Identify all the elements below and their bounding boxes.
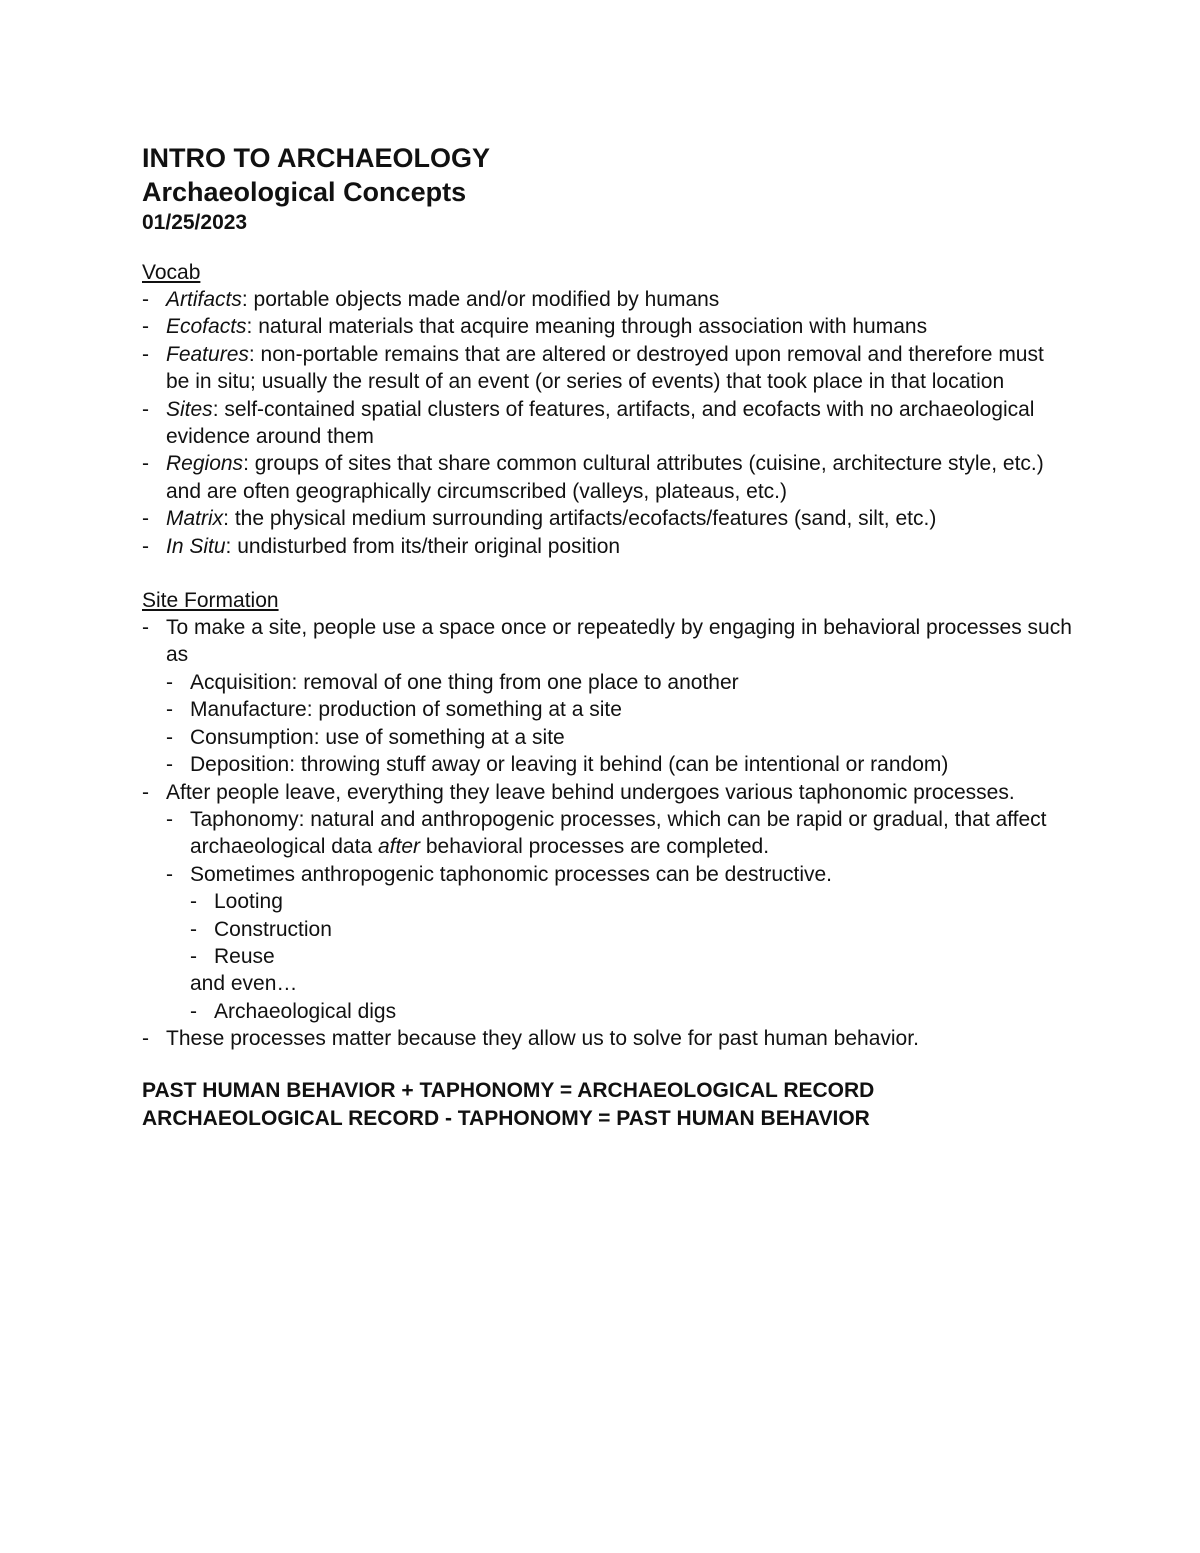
list-item	[166, 751, 1072, 778]
vocab-definition: : groups of sites that share common cultural attributes (cuisine, architecture style, etc.) and are often geographically circumscribed (valleys, plateaus, etc.)	[166, 452, 1044, 503]
vocab-definition: : non-portable remains that are altered or destroyed upon removal and therefore must be in situ; usually the result of an event (or series of events) that took place in that location	[166, 342, 1044, 394]
vocab-list	[142, 286, 1072, 560]
site-formation-text: These processes matter because they allow us to solve for past human behavior.	[166, 1027, 919, 1051]
bullet-dash: -	[142, 780, 149, 804]
emphasis-text: after	[377, 835, 420, 859]
site-formation-item	[142, 614, 1072, 778]
vocab-item-in-situ	[142, 533, 1072, 560]
bullet-dash: -	[190, 917, 197, 941]
vocab-definition: : natural materials that acquire meaning through association with humans	[246, 315, 928, 339]
list-item-text: Taphonomy: natural and anthropogenic processes, which can be rapid or gradual, that affect archaeological data	[190, 807, 1047, 859]
bullet-dash: -	[190, 999, 197, 1023]
taphonomy-list	[166, 806, 1072, 1025]
document-subtitle: Archaeological Concepts	[142, 177, 467, 207]
list-item	[190, 916, 1072, 943]
document-content	[142, 141, 1072, 1133]
vocab-term: Matrix	[166, 507, 224, 531]
vocab-term: In Situ	[166, 534, 226, 558]
bullet-dash: -	[142, 288, 149, 311]
site-formation-item	[142, 1025, 1072, 1052]
equation-line-1: PAST HUMAN BEHAVIOR + TAPHONOMY = ARCHAEOLOGICAL RECORD	[142, 1078, 875, 1102]
vocab-term: Regions	[166, 452, 244, 476]
list-item	[166, 669, 1072, 696]
destructive-processes-list	[190, 888, 1072, 970]
vocab-term: Features	[166, 342, 249, 366]
vocab-item-ecofacts	[142, 313, 1072, 340]
list-item	[166, 696, 1072, 723]
document-title: INTRO TO ARCHAEOLOGY	[142, 143, 491, 173]
document-date: 01/25/2023	[142, 211, 248, 234]
bullet-dash: -	[142, 616, 149, 640]
list-item	[190, 998, 1072, 1025]
bullet-dash: -	[142, 452, 149, 476]
list-item	[166, 861, 1072, 1025]
destructive-processes-list-2	[190, 998, 1072, 1025]
vocab-definition: : portable objects made and/or modified by humans	[241, 288, 720, 311]
vocab-item-features	[142, 341, 1072, 396]
vocab-item-sites	[142, 396, 1072, 451]
list-item	[166, 806, 1072, 861]
list-item	[190, 888, 1072, 915]
bullet-dash: -	[166, 807, 173, 831]
bullet-dash: -	[190, 890, 197, 914]
list-item-text: Sometimes anthropogenic taphonomic processes can be destructive.	[190, 862, 833, 886]
section-spacer	[142, 560, 1072, 587]
vocab-item-artifacts	[142, 286, 1072, 313]
bullet-dash: -	[142, 507, 149, 531]
equations-block	[142, 1077, 1072, 1133]
vocab-definition: : the physical medium surrounding artifacts/ecofacts/features (sand, silt, etc.)	[223, 507, 937, 531]
bullet-dash: -	[142, 1027, 149, 1051]
list-item	[190, 943, 1072, 970]
vocab-term: Artifacts	[166, 288, 242, 311]
equation-line-2: ARCHAEOLOGICAL RECORD - TAPHONOMY = PAST HUMAN BEHAVIOR	[142, 1106, 870, 1130]
site-formation-text: After people leave, everything they leave behind undergoes various taphonomic processes.	[166, 780, 1015, 804]
bullet-dash: -	[142, 397, 149, 421]
list-item-text: Construction	[214, 917, 332, 941]
list-item	[166, 724, 1072, 751]
bullet-dash: -	[142, 315, 149, 339]
vocab-heading: Vocab	[142, 261, 201, 284]
site-formation-list	[142, 614, 1072, 1053]
list-item-text: Archaeological digs	[214, 999, 397, 1023]
list-item-text: Manufacture: production of something at a site	[190, 698, 622, 722]
bullet-dash: -	[190, 944, 197, 968]
list-item-text: Reuse	[214, 944, 275, 968]
behavioral-processes-list	[166, 669, 1072, 779]
site-formation-item	[142, 779, 1072, 1026]
vocab-item-regions	[142, 450, 1072, 505]
vocab-definition: : undisturbed from its/their original position	[225, 534, 621, 558]
bullet-dash: -	[166, 862, 173, 886]
site-formation-heading: Site Formation	[142, 589, 279, 613]
bullet-dash: -	[166, 670, 173, 694]
bullet-dash: -	[166, 725, 173, 749]
and-even-text: and even…	[190, 972, 298, 996]
list-item-text: Acquisition: removal of one thing from one place to another	[190, 670, 739, 694]
bullet-dash: -	[142, 534, 149, 558]
list-item-text: Looting	[214, 890, 283, 914]
vocab-term: Ecofacts	[166, 315, 247, 339]
vocab-item-matrix	[142, 505, 1072, 532]
list-item-text: behavioral processes are completed.	[420, 835, 770, 859]
list-item-text: Deposition: throwing stuff away or leaving it behind (can be intentional or random)	[190, 753, 949, 777]
vocab-term: Sites	[166, 397, 213, 421]
list-item-text: Consumption: use of something at a site	[190, 725, 565, 749]
bullet-dash: -	[142, 342, 149, 366]
bullet-dash: -	[166, 753, 173, 777]
vocab-definition: : self-contained spatial clusters of features, artifacts, and ecofacts with no archaeological evidence around them	[166, 397, 1035, 449]
site-formation-text: To make a site, people use a space once or repeatedly by engaging in behavioral processes such as	[166, 616, 1072, 667]
bullet-dash: -	[166, 698, 173, 722]
